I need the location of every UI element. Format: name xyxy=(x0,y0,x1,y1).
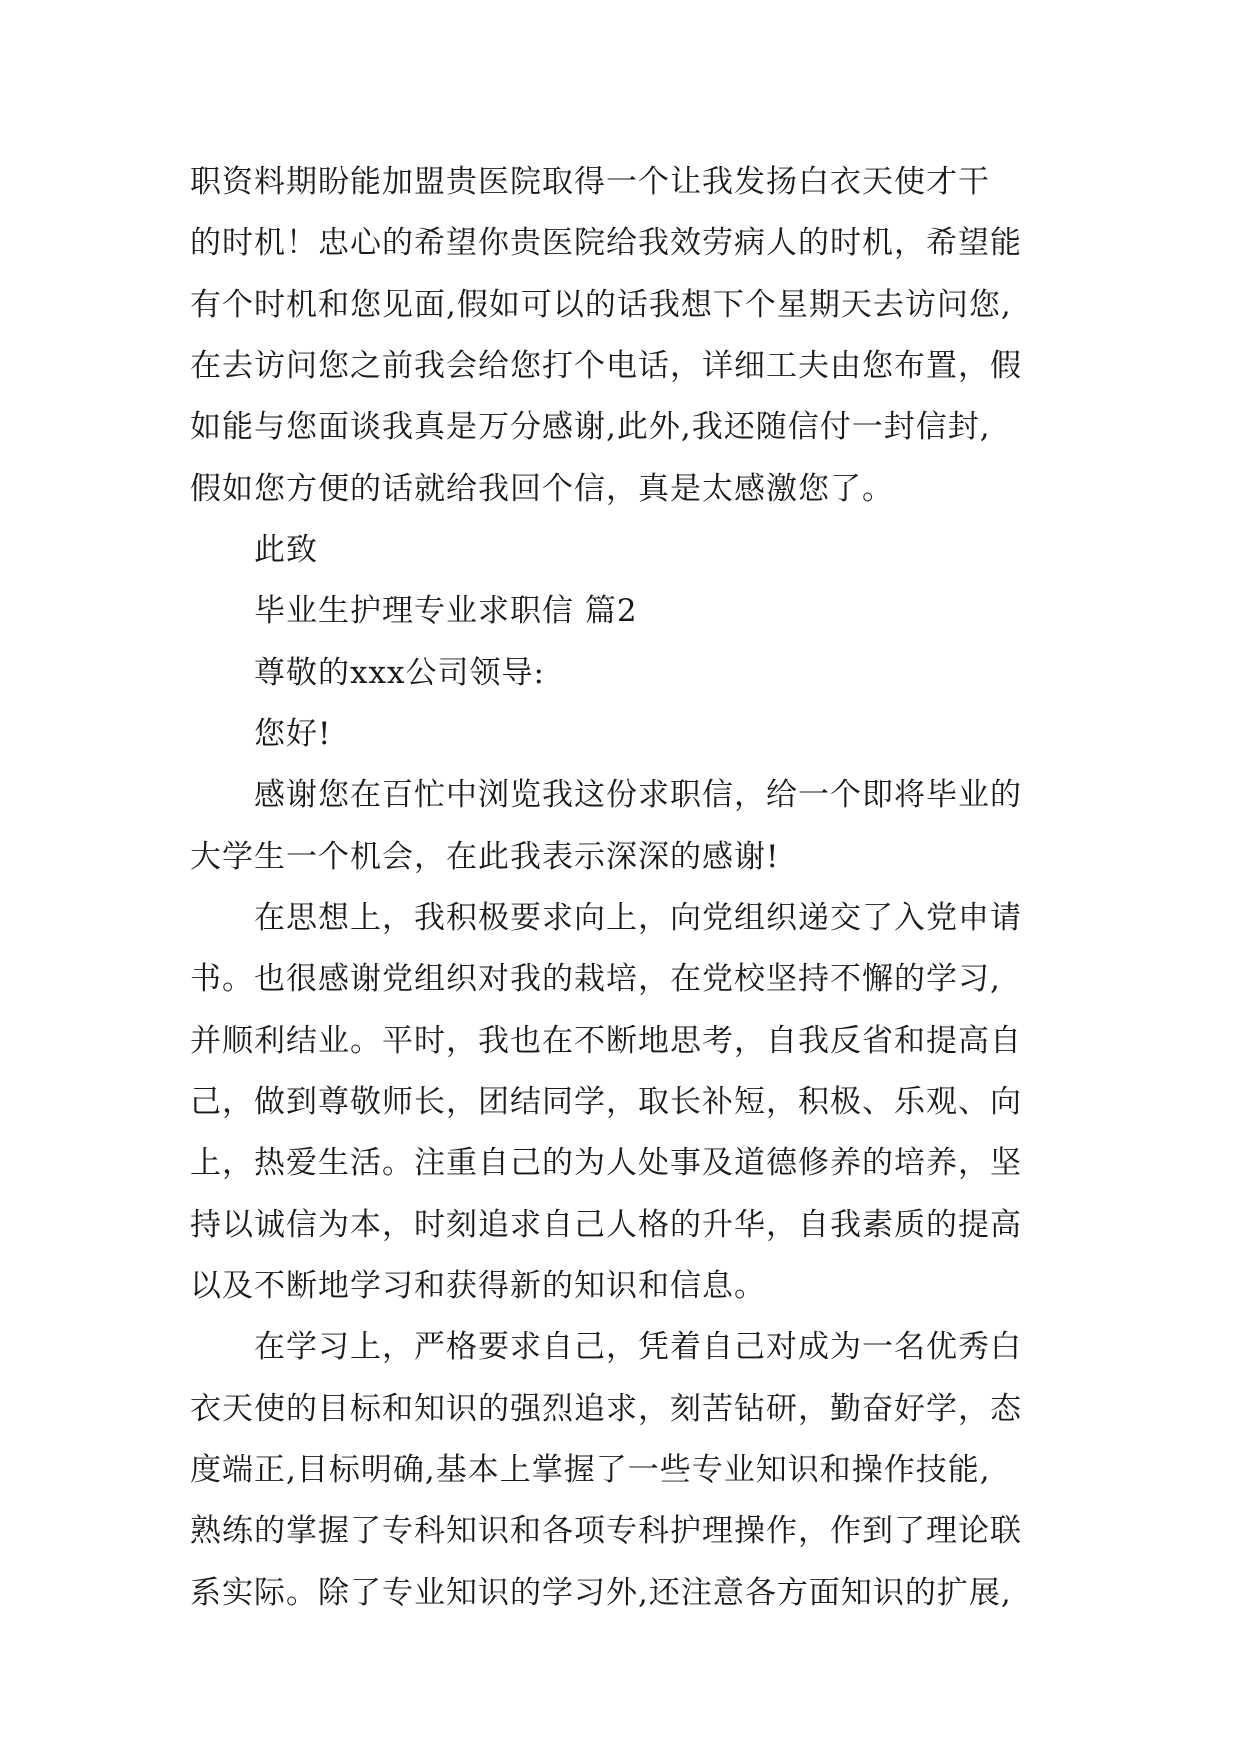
paragraph-line: 在思想上，我积极要求向上，向党组织递交了入党申请 xyxy=(254,900,1022,936)
paragraph-line: 感谢您在百忙中浏览我这份求职信，给一个即将毕业的 xyxy=(254,777,1022,813)
text-line: 有个时机和您见面,假如可以的话我想下个星期天去访问您, xyxy=(190,287,1012,323)
paragraph-line: 书。也很感谢党组织对我的栽培，在党校坚持不懈的学习, xyxy=(190,961,1001,997)
paragraph-line: 并顺利结业。平时，我也在不断地思考，自我反省和提高自 xyxy=(190,1023,1022,1059)
paragraph-line: 度端正,目标明确,基本上掌握了一些专业知识和操作技能, xyxy=(190,1452,991,1488)
closing-salutation: 此致 xyxy=(254,532,318,568)
text-line: 假如您方便的话就给我回个信，真是太感激您了。 xyxy=(190,471,894,507)
paragraph-line: 熟练的掌握了专科知识和各项专科护理操作，作到了理论联 xyxy=(190,1513,1022,1549)
paragraph-line: 上，热爱生活。注重自己的为人处事及道德修养的培养，坚 xyxy=(190,1145,1022,1181)
greeting-addressee: 尊敬的xxx公司领导: xyxy=(254,655,545,691)
text-line: 职资料期盼能加盟贵医院取得一个让我发扬白衣天使才干 xyxy=(190,164,990,200)
paragraph-line: 在学习上，严格要求自己，凭着自己对成为一名优秀白 xyxy=(254,1329,1022,1365)
paragraph-line: 衣天使的目标和知识的强烈追求，刻苦钻研，勤奋好学，态 xyxy=(190,1391,1022,1427)
paragraph-line: 系实际。除了专业知识的学习外,还注意各方面知识的扩展, xyxy=(190,1575,1012,1611)
greeting: 您好! xyxy=(254,716,332,752)
paragraph-line: 大学生一个机会，在此我表示深深的感谢! xyxy=(190,839,780,875)
paragraph-line: 以及不断地学习和获得新的知识和信息。 xyxy=(190,1268,766,1304)
text-line: 如能与您面谈我真是万分感谢,此外,我还随信付一封信封, xyxy=(190,409,991,445)
text-line: 在去访问您之前我会给您打个电话，详细工夫由您布置，假 xyxy=(190,348,1022,384)
section-heading: 毕业生护理专业求职信 篇2 xyxy=(254,593,638,629)
text-line: 的时机！忠心的希望你贵医院给我效劳病人的时机，希望能 xyxy=(190,225,1022,261)
paragraph-line: 持以诚信为本，时刻追求自己人格的升华，自我素质的提高 xyxy=(190,1207,1022,1243)
paragraph-line: 己，做到尊敬师长，团结同学，取长补短，积极、乐观、向 xyxy=(190,1084,1022,1120)
